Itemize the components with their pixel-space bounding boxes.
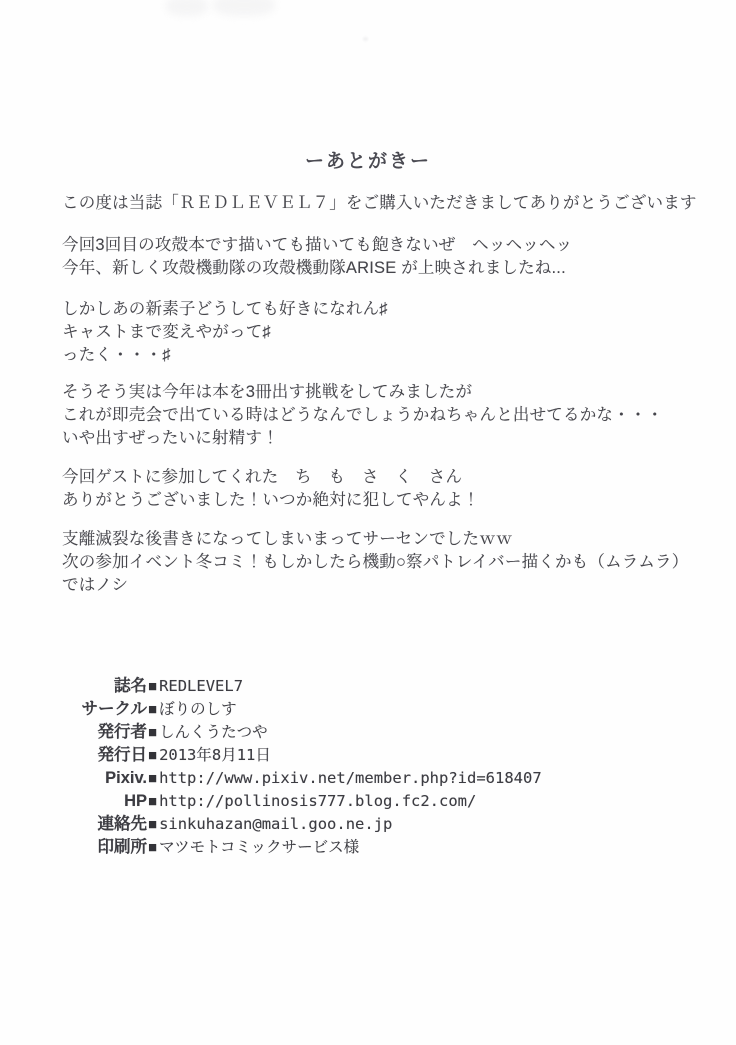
colophon-row — [57, 698, 736, 721]
afterword-paragraph — [62, 528, 708, 597]
text-line: そうそう実は今年は本を3冊出す挑戦をしてみましたが — [62, 383, 473, 401]
colophon-label: 発行日 — [97, 746, 147, 764]
afterword-body — [62, 192, 708, 597]
colophon-row — [57, 790, 736, 813]
square-bullet: ■ — [148, 816, 158, 833]
text-line: これが即売会で出ている時はどうなんでしょうかねちゃんと出せてるかな・・・ — [62, 406, 664, 424]
square-bullet: ■ — [148, 770, 158, 787]
page-title: ーあとがきー — [304, 151, 431, 172]
square-bullet: ■ — [148, 747, 158, 764]
colophon-label: HP — [124, 792, 147, 810]
colophon-row — [57, 767, 736, 790]
colophon-value-email: sinkuhazan@mail.goo.ne.jp — [159, 815, 393, 833]
colophon-row — [57, 744, 736, 767]
colophon-value: ぼりのしす — [159, 700, 237, 718]
text-line: キャストまで変えやがって♯ — [62, 323, 271, 341]
colophon-value: 2013年8月11日 — [159, 746, 271, 764]
colophon-value-pixiv-url: http://www.pixiv.net/member.php?id=618407 — [159, 769, 542, 787]
text-line: ったく・・・♯ — [62, 346, 171, 364]
text-line: ではノシ — [62, 576, 129, 594]
colophon-label: 誌名 — [114, 677, 147, 695]
colophon-value: しんくうたつや — [159, 723, 268, 741]
text-line: 今回3回目の攻殻本です描いても描いても飽きないぜ ヘッヘッヘッ — [62, 236, 573, 254]
afterword-paragraph — [62, 381, 708, 450]
colophon-row — [57, 836, 736, 859]
colophon-label: 連絡先 — [97, 815, 147, 833]
text-line: 今年、新しく攻殻機動隊の攻殻機動隊ARISE が上映されましたね... — [62, 259, 566, 277]
square-bullet: ■ — [148, 839, 158, 856]
scan-artifact — [363, 37, 368, 41]
afterword-paragraph — [62, 192, 708, 215]
text-line: この度は当誌「ＲＥＤＬＥＶＥＬ７」をご購入いただきましてありがとうございます — [62, 194, 697, 212]
text-line: いや出すぜったいに射精す！ — [62, 429, 279, 447]
text-line: 次の参加イベント冬コミ！もしかしたら機動○察パトレイバー描くかも（ムラムラ） — [62, 553, 689, 571]
colophon-label: 発行者 — [97, 723, 147, 741]
square-bullet: ■ — [148, 793, 158, 810]
colophon-row — [57, 813, 736, 836]
colophon-value: REDLEVEL7 — [159, 677, 244, 695]
colophon-row — [57, 675, 736, 698]
colophon-label: 印刷所 — [97, 838, 147, 856]
scan-artifact — [166, 0, 208, 16]
text-line: 今回ゲストに参加してくれた ち も さ く さん — [62, 468, 463, 486]
text-line: ありがとうございました！いつか絶対に犯してやんよ！ — [62, 491, 480, 509]
afterword-paragraph — [62, 466, 708, 512]
colophon-label: サークル — [81, 700, 147, 718]
colophon — [57, 675, 736, 859]
colophon-value-homepage-url: http://pollinosis777.blog.fc2.com/ — [159, 792, 477, 810]
text-line: しかしあの新素子どうしても好きになれん♯ — [62, 300, 388, 318]
square-bullet: ■ — [148, 701, 158, 718]
colophon-label: Pixiv. — [105, 769, 147, 787]
afterword-paragraph — [62, 298, 708, 367]
afterword-paragraph — [62, 234, 708, 280]
text-line: 支離滅裂な後書きになってしまいまってサーセンでしたｗｗ — [62, 530, 513, 548]
square-bullet: ■ — [148, 724, 158, 741]
colophon-row — [57, 721, 736, 744]
scan-artifact — [213, 0, 275, 16]
square-bullet: ■ — [148, 678, 158, 695]
colophon-value: マツモトコミックサービス様 — [159, 838, 360, 856]
